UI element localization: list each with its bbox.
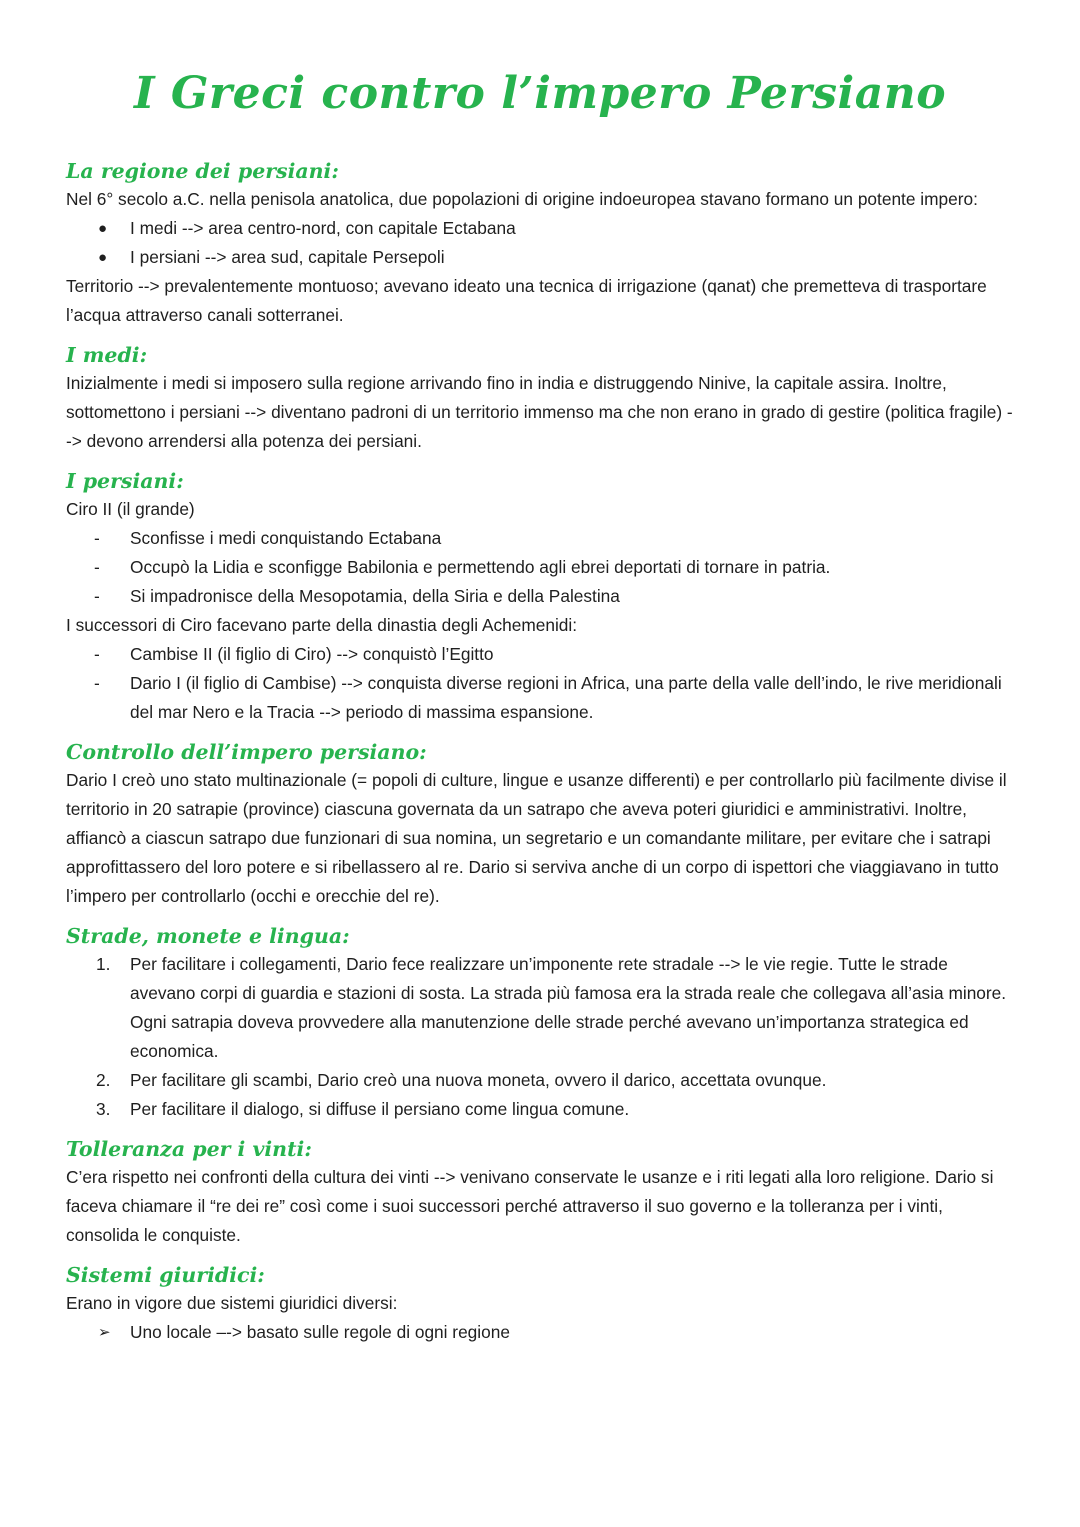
dash-icon: - bbox=[94, 644, 100, 664]
section-heading: La regione dei persiani: bbox=[66, 159, 339, 183]
list-item-text: Sconfisse i medi conquistando Ectabana bbox=[130, 528, 442, 548]
section-intro: Nel 6° secolo a.C. nella penisola anatolica, due popolazioni di origine indoeuropea stavano formano un potente impero: bbox=[66, 189, 978, 209]
list-item bbox=[66, 582, 1014, 611]
section-tolleranza bbox=[66, 1135, 1014, 1250]
section-controllo bbox=[66, 738, 1014, 911]
arrow-list bbox=[66, 1318, 1014, 1347]
section-heading: Sistemi giuridici: bbox=[66, 1263, 265, 1287]
list-number: 3. bbox=[96, 1099, 111, 1119]
section-text: C’era rispetto nei confronti della cultura dei vinti --> venivano conservate le usanze e i riti legati alla loro religione. Dario si faceva chiamare il “re dei re” così come i suoi successori perché attraverso il suo governo e la tolleranza per i vinti, consolida le conquiste. bbox=[66, 1167, 994, 1245]
section-heading: I medi: bbox=[66, 343, 148, 367]
section-persiani bbox=[66, 467, 1014, 727]
numbered-list bbox=[66, 950, 1014, 1124]
list-item bbox=[66, 640, 1014, 669]
dash-icon: - bbox=[94, 586, 100, 606]
list-item bbox=[66, 1066, 1014, 1095]
list-item bbox=[66, 669, 1014, 727]
list-item bbox=[66, 553, 1014, 582]
list-item bbox=[66, 950, 1014, 1066]
dash-list bbox=[66, 640, 1014, 727]
list-item-text: Per facilitare gli scambi, Dario creò una nuova moneta, ovvero il darico, accettata ovunque. bbox=[130, 1070, 827, 1090]
list-item bbox=[66, 243, 1014, 272]
dash-icon: - bbox=[94, 528, 100, 548]
list-item-text: I persiani --> area sud, capitale Persepoli bbox=[130, 247, 445, 267]
page-title: I Greci contro l’impero Persiano bbox=[133, 68, 947, 119]
list-item-text: Dario I (il figlio di Cambise) --> conquista diverse regioni in Africa, una parte della valle dell’indo, le rive meridionali del mar Nero e la Tracia --> periodo di massima espansione. bbox=[130, 673, 1002, 722]
list-item bbox=[66, 1318, 1014, 1347]
list-item-text: Occupò la Lidia e sconfigge Babilonia e permettendo agli ebrei deportati di tornare in patria. bbox=[130, 557, 831, 577]
bullet-list bbox=[66, 214, 1014, 272]
dash-icon: - bbox=[94, 673, 100, 693]
section-heading: Strade, monete e lingua: bbox=[66, 924, 350, 948]
section-intro: Erano in vigore due sistemi giuridici diversi: bbox=[66, 1293, 398, 1313]
list-number: 2. bbox=[96, 1070, 111, 1090]
section-strade bbox=[66, 922, 1014, 1124]
section-intro: Ciro II (il grande) bbox=[66, 499, 195, 519]
section-heading: Controllo dell’impero persiano: bbox=[66, 740, 427, 764]
list-item-text: Uno locale –-> basato sulle regole di ogni regione bbox=[130, 1322, 510, 1342]
section-text: Dario I creò uno stato multinazionale (= popoli di culture, lingue e usanze differenti) e per controllarlo più facilmente divise il territorio in 20 satrapie (province) ciascuna governata da un satrapo che aveva poteri giuridici e amministrativi. Inoltre, affiancò a ciascun satrapo due funzionari di sua nomina, un segretario e un comandante militare, per evitare che i satrapi approfittassero del loro potere e si ribellassero al re. Dario si serviva anche di un corpo di ispettori che viaggiavano in tutto l’impero per controllarlo (occhi e orecchie del re). bbox=[66, 770, 1007, 906]
section-heading: I persiani: bbox=[66, 469, 184, 493]
section-text: Inizialmente i medi si imposero sulla regione arrivando fino in india e distruggendo Ninive, la capitale assira. Inoltre, sottomettono i persiani --> diventano padroni di un territorio immenso ma che non erano in grado di gestire (politica fragile) --> devono arrendersi alla potenza dei persiani. bbox=[66, 373, 1013, 451]
list-item bbox=[66, 214, 1014, 243]
list-item-text: Per facilitare i collegamenti, Dario fece realizzare un’imponente rete stradale --> le vie regie. Tutte le strade avevano corpi di guardia e stazioni di sosta. La strada più famosa era la strada reale che collegava all’asia minore. Ogni satrapia doveva provvedere alla manutenzione delle strade perché avevano un’importanza strategica ed economica. bbox=[130, 954, 1007, 1061]
list-item-text: Cambise II (il figlio di Ciro) --> conquistò l’Egitto bbox=[130, 644, 494, 664]
bullet-icon: ● bbox=[98, 249, 108, 266]
dash-icon: - bbox=[94, 557, 100, 577]
list-item-text: I medi --> area centro-nord, con capitale Ectabana bbox=[130, 218, 516, 238]
section-mid: I successori di Ciro facevano parte della dinastia degli Achemenidi: bbox=[66, 615, 578, 635]
list-item-text: Per facilitare il dialogo, si diffuse il persiano come lingua comune. bbox=[130, 1099, 630, 1119]
dash-list bbox=[66, 524, 1014, 611]
arrow-bullet-icon: ➢ bbox=[98, 1324, 111, 1341]
list-item bbox=[66, 524, 1014, 553]
section-medi bbox=[66, 341, 1014, 456]
section-heading: Tolleranza per i vinti: bbox=[66, 1137, 312, 1161]
bullet-icon: ● bbox=[98, 220, 108, 237]
section-regione bbox=[66, 157, 1014, 330]
list-item-text: Si impadronisce della Mesopotamia, della Siria e della Palestina bbox=[130, 586, 620, 606]
section-sistemi bbox=[66, 1261, 1014, 1347]
list-number: 1. bbox=[96, 954, 111, 974]
list-item bbox=[66, 1095, 1014, 1124]
section-outro: Territorio --> prevalentemente montuoso; avevano ideato una tecnica di irrigazione (qanat) che premetteva di trasportare l’acqua attraverso canali sotterranei. bbox=[66, 276, 987, 325]
